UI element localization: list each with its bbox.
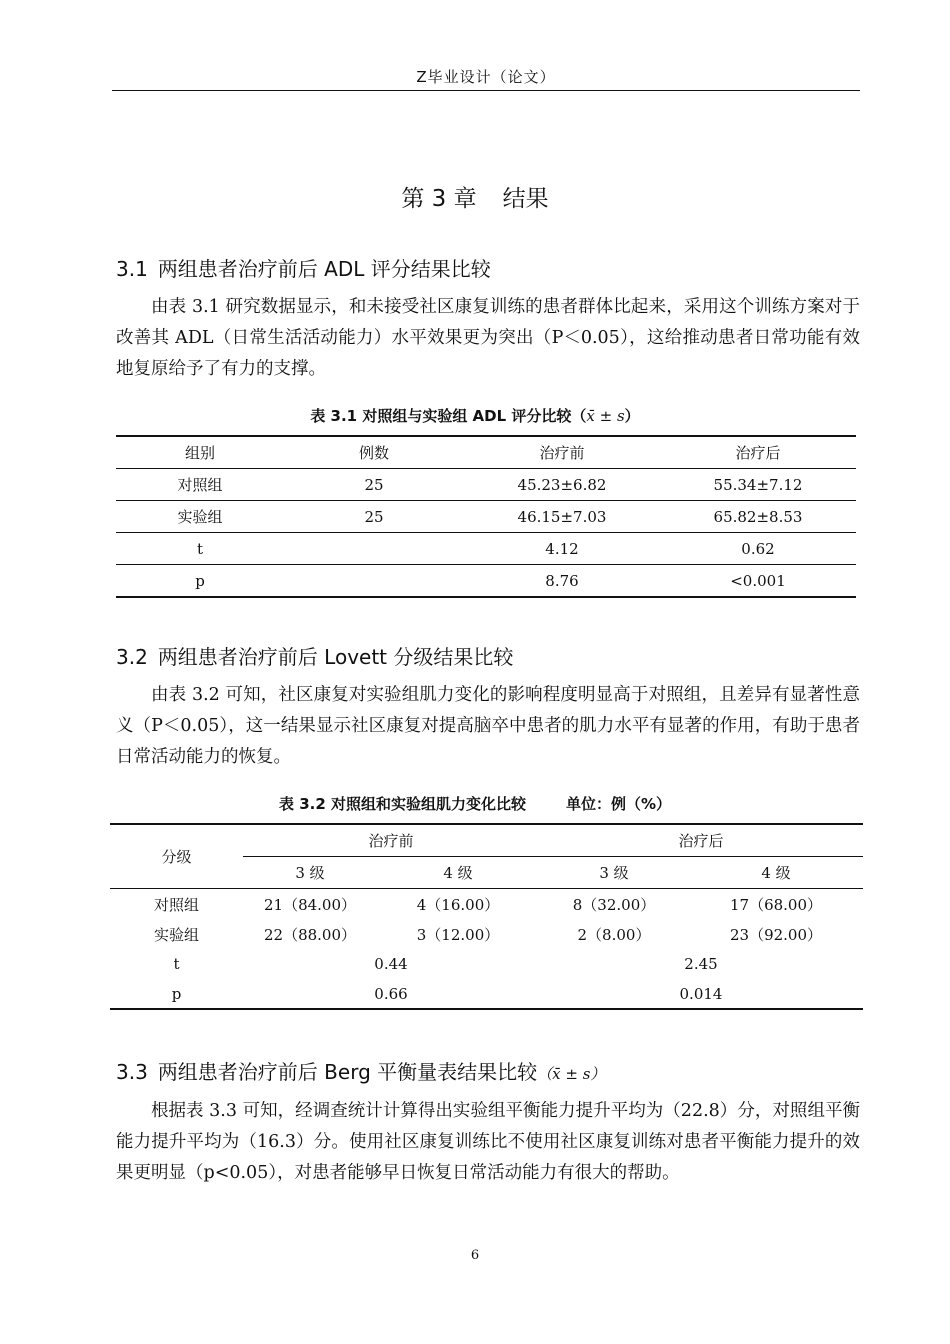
section-heading-3-1 [116,253,491,282]
subheader-cell: 3 级 [243,857,377,889]
table-cell: 0.44 [374,955,408,973]
table-row [110,979,863,1009]
table-cell: 8.76 [464,565,660,598]
header-rule [112,90,860,91]
table-2 [110,823,863,1010]
chapter-heading [0,180,950,213]
table-cell [284,533,464,565]
section-title: 两组患者治疗前后 Berg 平衡量表结果比较 [157,1060,538,1084]
section-3-paragraph: 根据表 3.3 可知，经调查统计计算得出实验组平衡能力提升平均为（22.8）分，对照组平衡能力提升平均为（16.3）分。使用社区康复训练比不使用社区康复训练对患者平衡能力提升的效果更明显（p<0.05），对患者能够早日恢复日常活动能力有很大的帮助。 [116,1101,860,1183]
caption-end: ） [624,407,640,425]
header-cell: 分级 [110,824,243,889]
header-cell: 治疗后 [539,824,863,857]
caption-symbol: x̄ ± s [586,407,625,425]
section-number: 3.3 [116,1060,148,1084]
table-cell: 46.15±7.03 [464,501,660,533]
table-cell: t [116,533,284,565]
table-cell: t [173,955,180,973]
table-header-row [110,824,863,857]
section-number: 3.1 [116,257,148,281]
subheader-cell: 4 级 [689,857,863,889]
table-cell: 25 [284,501,464,533]
section-title: 两组患者治疗前后 Lovett 分级结果比较 [157,645,514,669]
caption-text: 表 3.2 对照组和实验组肌力变化比较 [278,795,526,813]
table-cell: 17（68.00） [729,895,823,914]
section-heading-3-3 [116,1056,605,1085]
table-cell: 4.12 [464,533,660,565]
table-2-caption [0,793,950,814]
section-2-paragraph: 由表 3.2 可知，社区康复对实验组肌力变化的影响程度明显高于对照组，且差异有显著性意义（P＜0.05），这一结果显示社区康复对提高脑卒中患者的肌力水平有显著的作用，有助于患者日常活动能力的恢复。 [116,685,860,767]
table-1 [116,435,856,598]
table-row [110,889,863,920]
header-cell: 治疗前 [464,436,660,469]
table-cell: <0.001 [660,565,856,598]
header-cell: 治疗后 [660,436,856,469]
section-title-suffix: （x̄ ± s） [537,1065,606,1083]
section-1-paragraph: 由表 3.1 研究数据显示，和未接受社区康复训练的患者群体比起来，采用这个训练方案对于改善其 ADL（日常生活活动能力）水平效果更为突出（P＜0.05），这给推动患者日常功能有效地复原给予了有力的支撑。 [116,297,860,379]
table-1-caption [0,405,950,426]
table-cell: 45.23±6.82 [464,469,660,501]
table-row [110,919,863,949]
section-heading-3-2 [116,641,513,670]
table-row [110,949,863,979]
header-cell: 例数 [284,436,464,469]
table-cell: 3（12.00） [416,925,500,944]
page-number: 6 [470,1248,480,1263]
table-cell: 4（16.00） [416,895,500,914]
header-cell: 组别 [116,436,284,469]
table-cell: 2.45 [684,955,718,973]
table-row [116,533,856,565]
table-cell: 23（92.00） [729,925,823,944]
chapter-number: 第 3 章 [401,186,477,212]
table-cell: 22（88.00） [263,925,357,944]
table-cell: 0.014 [539,979,863,1009]
table-cell [284,565,464,598]
table-cell: 55.34±7.12 [660,469,856,501]
page-header: Z毕业设计（论文） [416,68,556,86]
table-header-row [116,436,856,469]
table-cell: 2（8.00） [577,925,651,944]
table-cell: p [116,565,284,598]
table-cell: 0.66 [243,979,539,1009]
section-number: 3.2 [116,645,148,669]
chapter-title: 结果 [502,186,549,212]
table-cell: p [110,979,243,1009]
table-cell: 21（84.00） [263,895,357,914]
section-title: 两组患者治疗前后 ADL 评分结果比较 [157,257,491,281]
caption-unit: 单位：例（%） [566,795,672,813]
table-cell: 实验组 [153,925,199,944]
table-cell: 8（32.00） [572,895,656,914]
table-cell: 25 [284,469,464,501]
table-cell: 对照组 [153,895,199,914]
table-row [116,565,856,598]
subheader-cell: 3 级 [539,857,689,889]
table-cell: 0.62 [660,533,856,565]
table-cell: 65.82±8.53 [660,501,856,533]
header-cell: 治疗前 [243,824,539,857]
table-cell: 对照组 [116,469,284,501]
table-row [116,469,856,501]
table-cell: 实验组 [116,501,284,533]
caption-text: 表 3.1 对照组与实验组 ADL 评分比较（ [310,407,587,425]
table-row [116,501,856,533]
subheader-cell: 4 级 [377,857,539,889]
